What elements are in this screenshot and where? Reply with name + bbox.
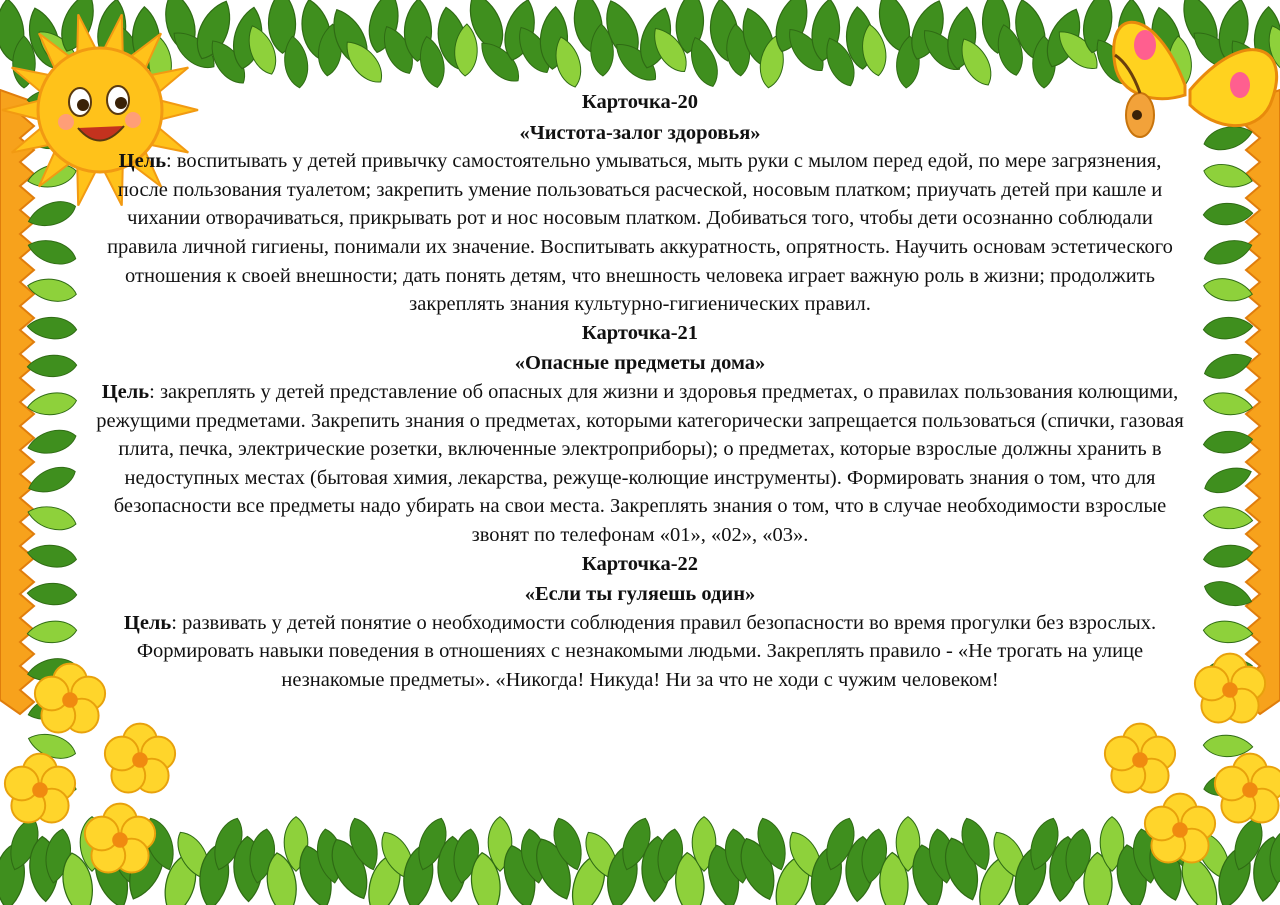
goal-label: Цель [101, 380, 150, 403]
card-title: Карточка-20 [581, 91, 699, 113]
card-subtitle: «Чистота-залог здоровья» [519, 121, 761, 144]
card-goal [95, 147, 1185, 319]
card-21 [95, 319, 1185, 550]
cards-text [95, 88, 1185, 694]
goal-label: Цель [123, 611, 172, 634]
card-subtitle: «Опасные предметы дома» [514, 352, 766, 375]
card-goal [95, 609, 1185, 695]
goal-text: : развивать у детей понятие о необходимости соблюдения правил безопасности во время прогулки без взрослых. Формировать навыки поведения в отношениях с незнакомыми людьми. Закреплять правило - «Не трогать на улице незнакомые предметы». «Никогда! Никуда! Ни за что не ходи с чужим человеком! [136, 611, 1157, 691]
card-20 [95, 88, 1185, 319]
card-subtitle: «Если ты гуляешь один» [524, 583, 756, 606]
goal-text: : воспитывать у детей привычку самостоятельно умываться, мыть руки с мылом перед едой, по мере загрязнения, после пользования туалетом; закрепить умение пользоваться расческой, носовым платком; приучать детей при кашле и чихании отворачиваться, прикрывать рот и нос носовым платком. Добиваться того, чтобы дети осознанно соблюдали правила личной гигиены, понимали их значение. Воспитывать аккуратность, опрятность. Научить основам эстетического отношения к своей внешности; дать понять детям, что внешность человека играет важную роль в жизни; продолжить закреплять знания культурно-гигиенических правил. [107, 150, 1173, 316]
goal-label: Цель [118, 150, 167, 173]
card-22 [95, 550, 1185, 695]
card-goal [95, 378, 1185, 550]
card-title: Карточка-21 [581, 321, 699, 344]
card-title: Карточка-22 [581, 552, 699, 575]
goal-text: : закреплять у детей представление об опасных для жизни и здоровья предметах, о правилах пользования колющими, режущими предметами. Закрепить знания о предметах, которыми категорически запрещается пользоваться (спички, газовая плита, печка, электрические розетки, включенные электроприборы); о предметах, которые взрослые должны хранить в недоступных местах (бытовая химия, лекарства, режуще-колющие инструменты). Формировать знания о том, что для безопасности все предметы надо убирать на свои места. Закреплять знания о том, что в случае необходимости взрослые звонят по телефонам «01», «02», «03». [96, 380, 1184, 546]
